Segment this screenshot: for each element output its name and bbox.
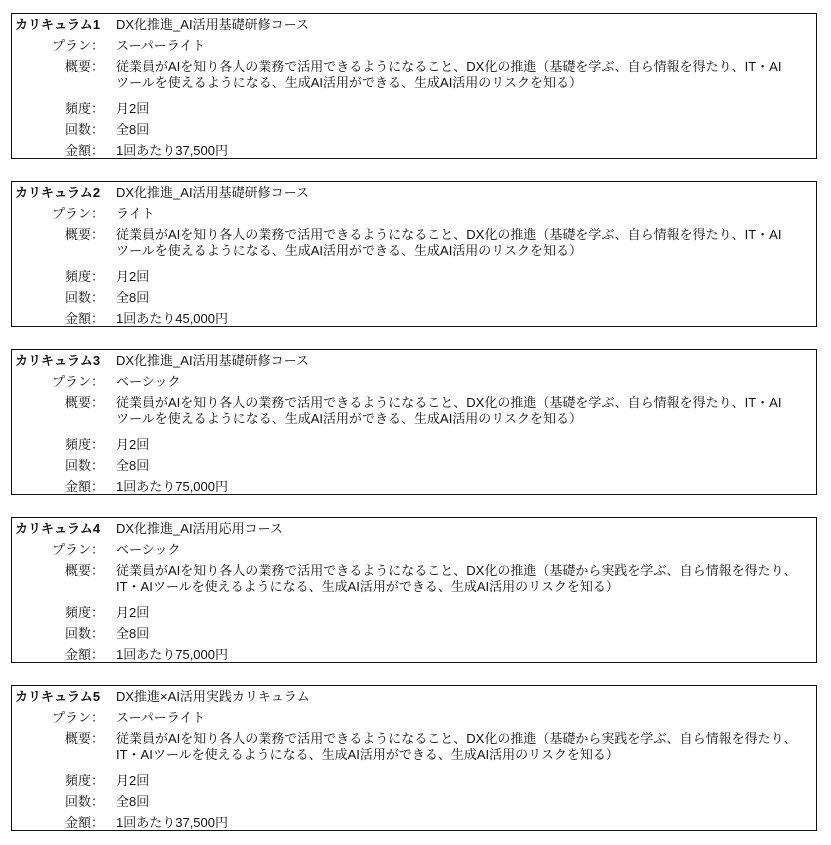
summary-line-1: 従業員がAIを知り各人の業務で活用できるようになること、DX化の推進（基礎から実践を学ぶ、自ら情報を得たり、	[116, 563, 797, 578]
curriculum-card	[11, 517, 817, 663]
frequency-value: 月2回	[116, 605, 150, 620]
curriculum-name: カリキュラム1	[15, 17, 101, 32]
summary-line-1: 従業員がAIを知り各人の業務で活用できるようになること、DX化の推進（基礎から実践を学ぶ、自ら情報を得たり、	[116, 731, 797, 746]
frequency-label: 頻度：	[64, 773, 104, 788]
summary-label: 概要：	[64, 563, 104, 578]
frequency-label: 頻度：	[64, 437, 104, 452]
curriculum-title: DX化推進_AI活用基礎研修コース	[116, 353, 309, 368]
price-value: 1回あたり37,500円	[116, 815, 228, 830]
summary-line-2: ツールを使えるようになる、生成AI活用ができる、生成AI活用のリスクを知る）	[116, 75, 583, 90]
frequency-value: 月2回	[116, 269, 150, 284]
price-value: 1回あたり75,000円	[116, 479, 228, 494]
curriculum-title: DX化推進_AI活用基礎研修コース	[116, 17, 309, 32]
count-label: 回数：	[64, 794, 104, 809]
plan-value: スーパーライト	[116, 38, 206, 53]
count-label: 回数：	[64, 122, 104, 137]
price-value: 1回あたり75,000円	[116, 647, 228, 662]
price-label: 金額：	[64, 647, 104, 662]
curriculum-card	[11, 181, 817, 327]
frequency-value: 月2回	[116, 773, 150, 788]
summary-line-2: ツールを使えるようになる、生成AI活用ができる、生成AI活用のリスクを知る）	[116, 243, 583, 258]
frequency-label: 頻度：	[64, 269, 104, 284]
count-value: 全8回	[116, 122, 150, 137]
summary-label: 概要：	[64, 227, 104, 242]
summary-label: 概要：	[64, 395, 104, 410]
count-label: 回数：	[64, 458, 104, 473]
frequency-value: 月2回	[116, 437, 150, 452]
plan-value: ベーシック	[116, 374, 181, 389]
summary-line-1: 従業員がAIを知り各人の業務で活用できるようになること、DX化の推進（基礎を学ぶ、自ら情報を得たり、IT・AI	[116, 395, 782, 410]
price-label: 金額：	[64, 479, 104, 494]
count-value: 全8回	[116, 626, 150, 641]
plan-value: スーパーライト	[116, 710, 206, 725]
summary-line-1: 従業員がAIを知り各人の業務で活用できるようになること、DX化の推進（基礎を学ぶ、自ら情報を得たり、IT・AI	[116, 59, 782, 74]
curriculum-card	[11, 685, 817, 831]
price-value: 1回あたり45,000円	[116, 311, 228, 326]
summary-label: 概要：	[64, 59, 104, 74]
curriculum-title: DX化推進_AI活用基礎研修コース	[116, 185, 309, 200]
plan-value: ライト	[116, 206, 155, 221]
curriculum-name: カリキュラム2	[15, 185, 101, 200]
plan-label: プラン：	[51, 38, 104, 53]
curriculum-title: DX推進×AI活用実践カリキュラム	[116, 689, 310, 704]
count-label: 回数：	[64, 290, 104, 305]
frequency-label: 頻度：	[64, 605, 104, 620]
price-label: 金額：	[64, 311, 104, 326]
curriculum-title: DX化推進_AI活用応用コース	[116, 521, 283, 536]
price-value: 1回あたり37,500円	[116, 143, 228, 158]
frequency-label: 頻度：	[64, 101, 104, 116]
price-label: 金額：	[64, 143, 104, 158]
count-value: 全8回	[116, 290, 150, 305]
count-value: 全8回	[116, 458, 150, 473]
curriculum-card	[11, 349, 817, 495]
curriculum-name: カリキュラム4	[15, 521, 101, 536]
frequency-value: 月2回	[116, 101, 150, 116]
plan-label: プラン：	[51, 374, 104, 389]
curriculum-name: カリキュラム5	[15, 689, 101, 704]
price-label: 金額：	[64, 815, 104, 830]
plan-label: プラン：	[51, 710, 104, 725]
plan-value: ベーシック	[116, 542, 181, 557]
summary-label: 概要：	[64, 731, 104, 746]
plan-label: プラン：	[51, 206, 104, 221]
curriculum-name: カリキュラム3	[15, 353, 101, 368]
summary-line-1: 従業員がAIを知り各人の業務で活用できるようになること、DX化の推進（基礎を学ぶ、自ら情報を得たり、IT・AI	[116, 227, 782, 242]
summary-line-2: IT・AIツールを使えるようになる、生成AI活用ができる、生成AI活用のリスクを知る）	[116, 579, 619, 594]
summary-line-2: ツールを使えるようになる、生成AI活用ができる、生成AI活用のリスクを知る）	[116, 411, 583, 426]
count-value: 全8回	[116, 794, 150, 809]
curriculum-card	[11, 13, 817, 159]
plan-label: プラン：	[51, 542, 104, 557]
count-label: 回数：	[64, 626, 104, 641]
summary-line-2: IT・AIツールを使えるようになる、生成AI活用ができる、生成AI活用のリスクを知る）	[116, 747, 619, 762]
